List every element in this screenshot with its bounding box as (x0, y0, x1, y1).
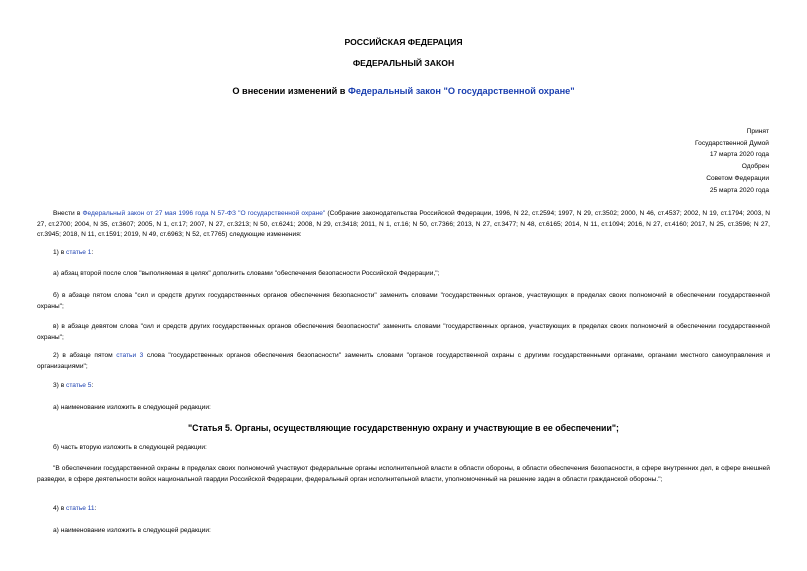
intro-prefix: Внести в (53, 210, 83, 217)
item-4-suffix: : (94, 505, 97, 512)
country-heading: РОССИЙСКАЯ ФЕДЕРАЦИЯ (344, 37, 463, 47)
item-4a: а) наименование изложить в следующей редакции: (53, 527, 211, 534)
intro-paragraph (37, 209, 770, 241)
article-3-link[interactable]: статьи 3 (116, 352, 144, 359)
item-3a: а) наименование изложить в следующей редакции: (53, 404, 211, 411)
item-3-suffix: : (91, 382, 94, 389)
intro-rest: (Собрание законодательства Российской Федерации, 1996, N 22, ст.2594; 1997, N 29, ст.3502; 2000, N 46, ст.4537; 2002, N 19, ст.1794; 2003, N 27, ст.2700; 2004, N 35, ст.3607; 2005, N 1, ст.17; 2007, N 27, ст.3213; N 50, ст.6241; 2008, N 29, ст.3418; 2011, N 1, ст.16; N 50, ст.7366; 2013, N 27, ст.3477; N 48, ст.6165; 2014, N 11, ст.1094; 2016, N 27, ст.4160; 2017, N 25, ст.3596; N 27, ст.3945; 2018, N 11, ст.1591; 2019, N 49, ст.6963; N 52, ст.7765) следующие изменения: (37, 210, 770, 239)
adopted-line: Государственной Думой (695, 139, 769, 147)
item-1a: а) абзац второй после слов "выполняемая в целях" дополнить словами "обеспечения безопасности Российской Федерации,"; (53, 270, 440, 277)
doc-type-heading: ФЕДЕРАЛЬНЫЙ ЗАКОН (352, 58, 455, 68)
intro-law-link[interactable]: Федеральный закон от 27 мая 1996 года N 57-ФЗ "О государственной охране" (82, 210, 326, 217)
law-title-link[interactable]: Федеральный закон "О государственной охране" (348, 86, 575, 96)
adopted-line: 17 марта 2020 года (709, 151, 769, 159)
approved-line: Одобрен (741, 163, 769, 171)
article-11-link[interactable]: статье 11 (66, 505, 95, 512)
item-3b-quote: "В обеспечении государственной охраны в пределах своих полномочий участвуют федеральные органы исполнительной власти в области обороны, в области обеспечения безопасности, в сфере внутренних дел, в сфере внешней разведки, в сфере деятельности войск национальной гвардии Российской Федерации, федеральный орган исполнительной власти, уполномоченный на решение задач в области гражданской обороны."; (37, 465, 770, 483)
item-2-prefix: 2) в абзаце пятом (53, 352, 117, 359)
item-1 (37, 248, 770, 259)
article-5-new-title: "Статья 5. Органы, осуществляющие государственную охрану и участвующие в ее обеспечении"; (188, 423, 619, 433)
item-1-prefix: 1) в (53, 249, 67, 256)
law-title (0, 86, 807, 96)
item-2 (37, 351, 770, 372)
item-1b: б) в абзаце пятом слова "сил и средств других государственных органов обеспечения безопасности" заменить словами "государственных органов, участвующих в пределах своих полномочий в обеспечении государственной охраны"; (37, 292, 770, 310)
approved-line: 25 марта 2020 года (709, 186, 769, 194)
item-4 (37, 504, 770, 515)
item-3-prefix: 3) в (53, 382, 67, 389)
item-3b: б) часть вторую изложить в следующей редакции: (53, 444, 207, 451)
item-1-suffix: : (91, 249, 94, 256)
item-4-prefix: 4) в (53, 505, 67, 512)
article-5-link[interactable]: статье 5 (66, 382, 92, 389)
item-2-rest: слова "государственных органов обеспечения безопасности" заменить словами "органов государственной охраны с другими государственными органами, органами местного самоуправления и организациями"; (37, 352, 770, 370)
item-1c: в) в абзаце девятом слова "сил и средств других государственных органов обеспечения безопасности" заменить словами "государственных органов, участвующих в пределах своих полномочий в обеспечении государственной охраны"; (37, 323, 770, 341)
item-3 (37, 381, 770, 392)
article-1-link[interactable]: статье 1 (66, 249, 92, 256)
approved-line: Советом Федерации (706, 174, 769, 182)
law-title-prefix: О внесении изменений в (232, 86, 349, 96)
adopted-line: Принят (746, 128, 769, 135)
adoption-block (695, 126, 769, 196)
